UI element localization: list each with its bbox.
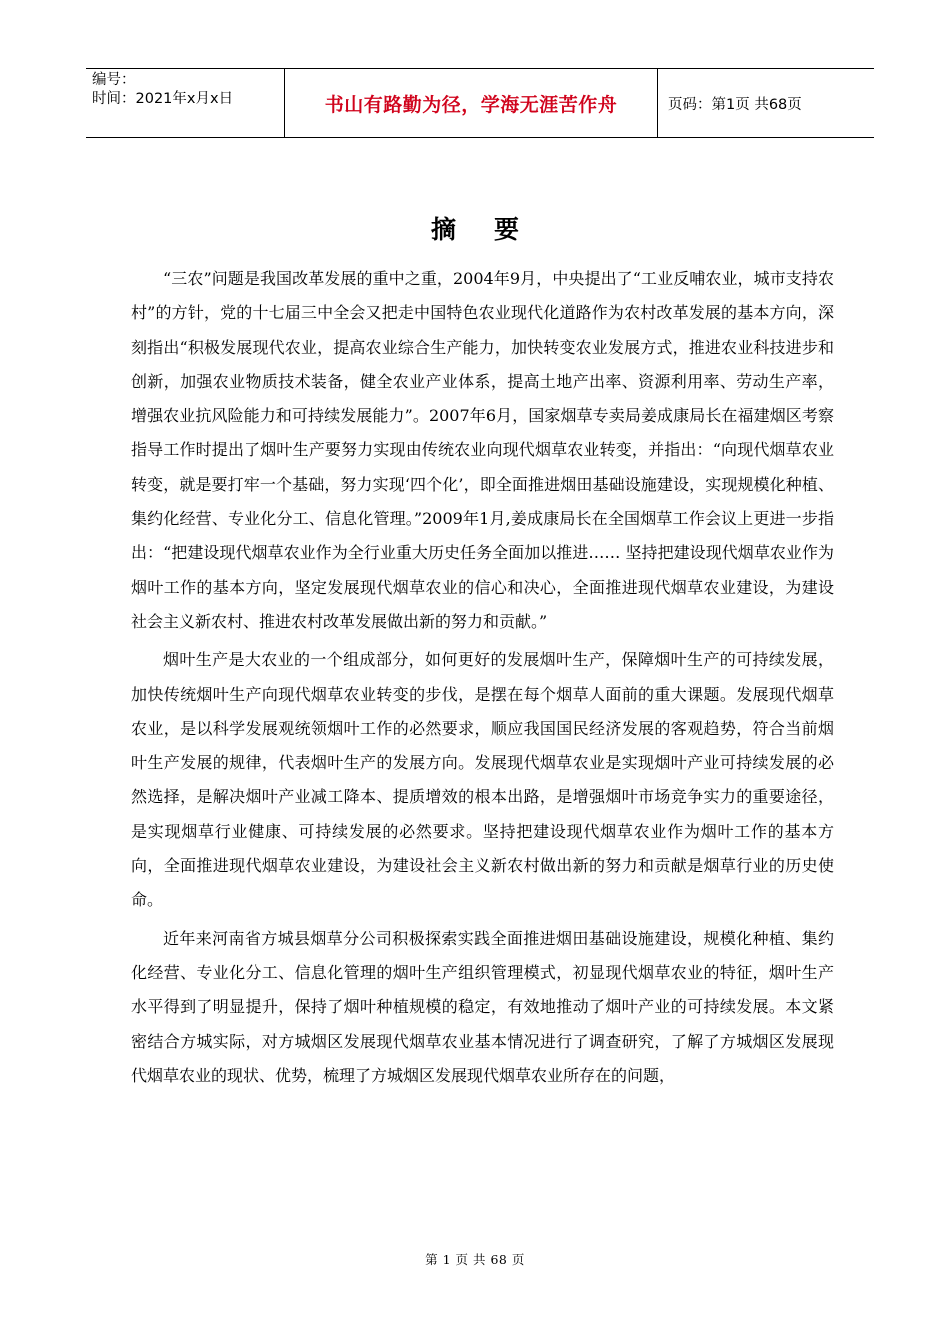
time-label: 时间：2021年x月x日 — [92, 91, 234, 107]
number-label: 编号： — [92, 72, 136, 88]
paragraph: 烟叶生产是大农业的一个组成部分，如何更好的发展烟叶生产，保障烟叶生产的可持续发展，加快传统烟叶生产向现代烟草农业转变的步伐，是摆在每个烟草人面前的重大课题。发展现代烟草农业，是以科学发展观统领烟叶工作的必然要求，顺应我国国民经济发展的客观趋势，符合当前烟叶生产发展的规律，代表烟叶生产的发展方向。发展现代烟草农业是实现烟叶产业可持续发展的必然选择，是解决烟叶产业减工降本、提质增效的根本出路，是增强烟叶市场竞争实力的重要途径，是实现烟草行业健康、可持续发展的必然要求。坚持把建设现代烟草农业作为烟叶工作的基本方向，全面推进现代烟草农业建设，为建设社会主义新农村做出新的努力和贡献是烟草行业的历史使命。 — [131, 650, 834, 910]
header-table — [86, 68, 874, 138]
motto-text: 书山有路勤为径，学海无涯苦作舟 — [324, 93, 618, 116]
page-footer: 第 1 页 共 68 页 — [425, 1252, 525, 1267]
paragraph: 近年来河南省方城县烟草分公司积极探索实践全面推进烟田基础设施建设，规模化种植、集约化经营、专业化分工、信息化管理的烟叶生产组织管理模式，初显现代烟草农业的特征，烟叶生产水平得到了明显提升，保持了烟叶种植规模的稳定，有效地推动了烟叶产业的可持续发展。本文紧密结合方城实际，对方城烟区发展现代烟草农业基本情况进行了调查研究，了解了方城烟区发展现代烟草农业的现状、优势，梳理了方城烟区发展现代烟草农业所存在的问题， — [131, 928, 834, 1085]
document-body — [131, 262, 834, 1097]
page-info-cell — [658, 69, 874, 137]
header-meta-cell — [86, 69, 285, 137]
page-info: 页码：第1页 共68页 — [668, 96, 802, 113]
motto-cell — [285, 69, 658, 137]
paragraph: “三农”问题是我国改革发展的重中之重，2004年9月，中央提出了“工业反哺农业，城市支持农村”的方针，党的十七届三中全会又把走中国特色农业现代化道路作为农村改革发展的基本方向，深刻指出“积极发展现代农业，提高农业综合生产能力，加快转变农业发展方式，推进农业科技进步和创新，加强农业物质技术装备，健全农业产业体系，提高土地产出率、资源利用率、劳动生产率，增强农业抗风险能力和可持续发展能力”。2007年6月，国家烟草专卖局姜成康局长在福建烟区考察指导工作时提出了烟叶生产要努力实现由传统农业向现代烟草农业转变，并指出：“向现代烟草农业转变，就是要打牢一个基础，努力实现‘四个化’，即全面推进烟田基础设施建设，实现规模化种植、集约化经营、专业化分工、信息化管理。”2009年1月,姜成康局长在全国烟草工作会议上更进一步指出：“把建设现代烟草农业作为全行业重大历史任务全面加以推进…… 坚持把建设现代烟草农业作为烟叶工作的基本方向，坚定发展现代烟草农业的信心和决心，全面推进现代烟草农业建设，为建设社会主义新农村、推进农村改革发展做出新的努力和贡献。” — [131, 269, 834, 631]
document-title: 摘要 — [430, 215, 557, 244]
